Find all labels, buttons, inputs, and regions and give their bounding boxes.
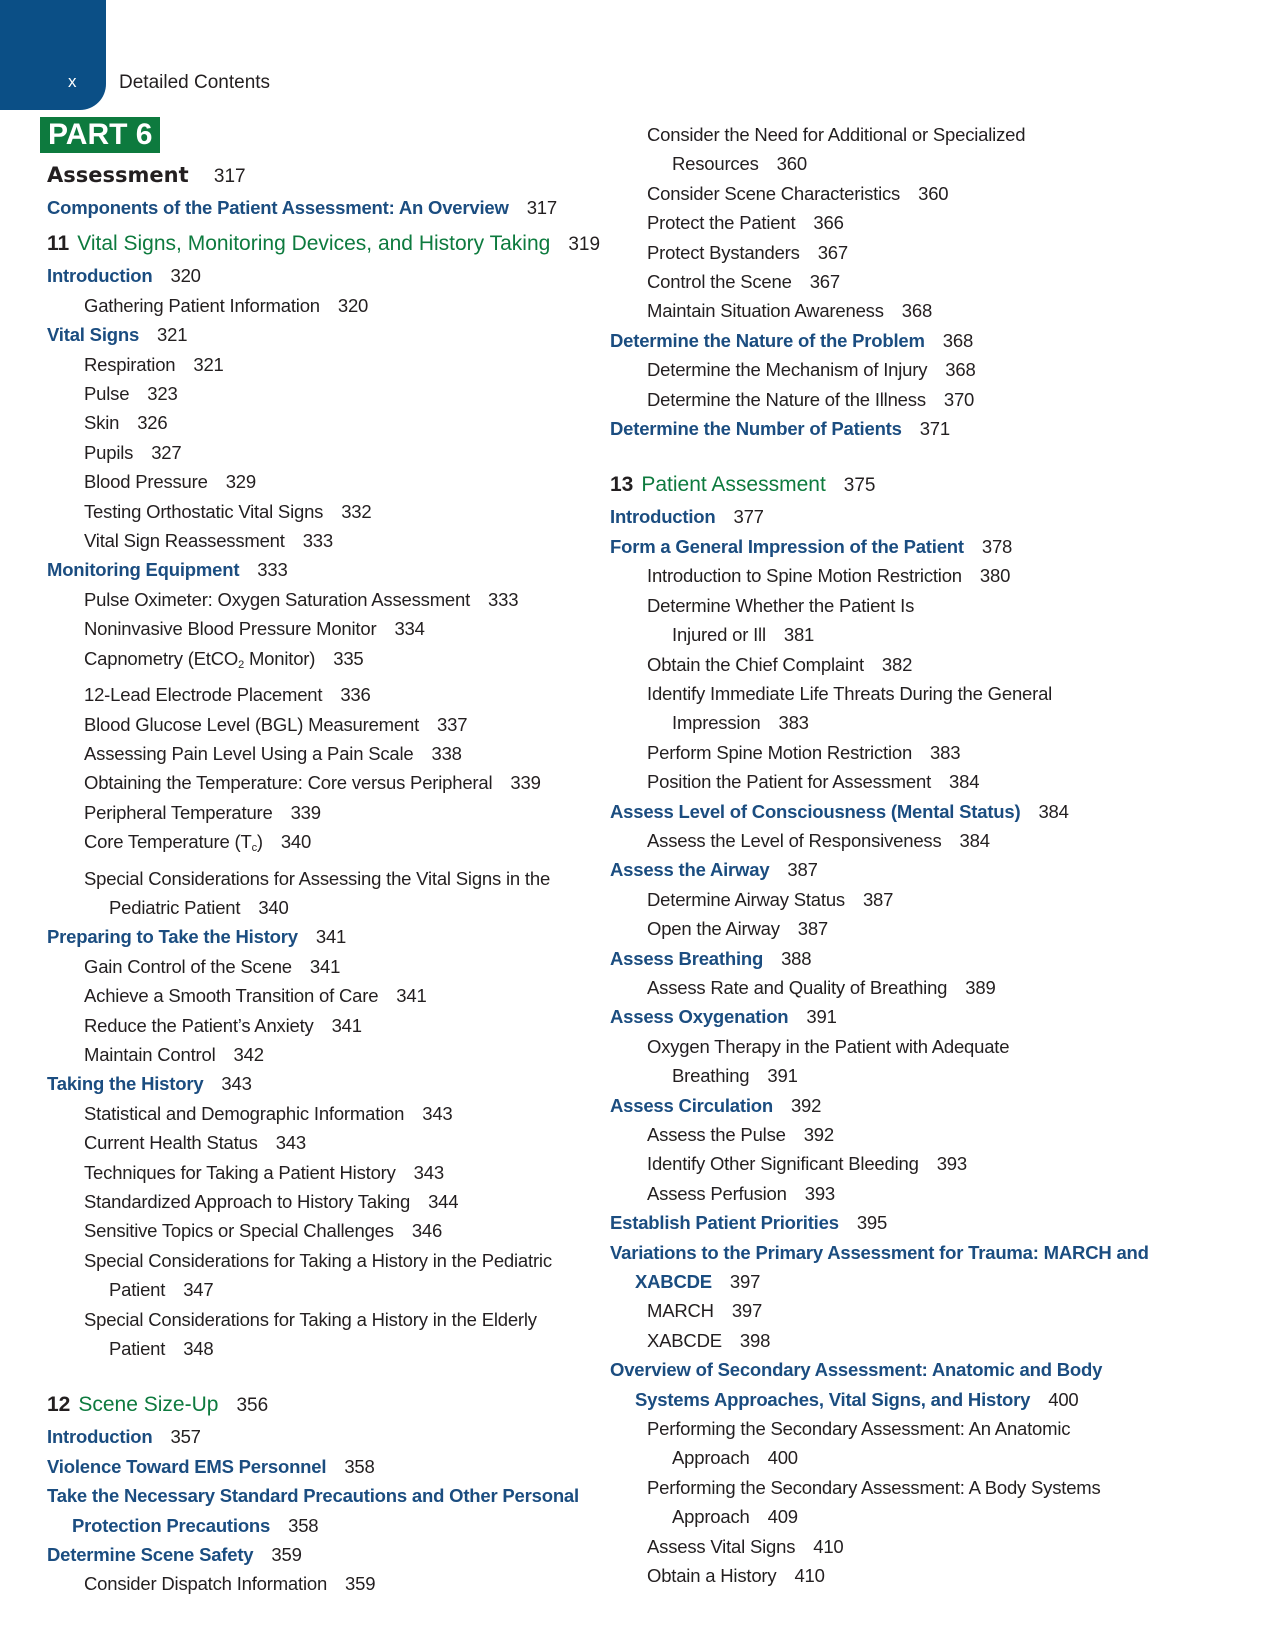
- toc-entry-label: Achieve a Smooth Transition of Care: [84, 985, 379, 1007]
- chapter-page: 319: [568, 234, 601, 256]
- toc-entry-page: 388: [781, 947, 812, 969]
- toc-entry[interactable]: [610, 738, 1190, 767]
- toc-entry-label: Assess Breathing: [610, 947, 764, 969]
- toc-entry[interactable]: [610, 767, 1190, 796]
- toc-entry-label: Assess Circulation: [610, 1094, 773, 1116]
- toc-entry[interactable]: [47, 291, 567, 320]
- toc-entry[interactable]: [610, 1149, 1190, 1178]
- toc-entry[interactable]: [47, 1069, 567, 1098]
- toc-entry-label: Vital Sign Reassessment: [84, 530, 285, 552]
- label-part: Core Temperature (T: [84, 831, 252, 853]
- toc-entry-label: Assess the Pulse: [647, 1124, 786, 1145]
- toc-entry-label: Sensitive Topics or Special Challenges: [84, 1220, 394, 1242]
- toc-entry-page: 340: [280, 831, 312, 853]
- toc-entry-page: 360: [776, 153, 807, 175]
- toc-entry-page: 397: [731, 1300, 763, 1322]
- toc-entry[interactable]: [610, 561, 1190, 590]
- toc-entry-label: Systems Approaches, Vital Signs, and History: [635, 1388, 1031, 1410]
- toc-entry-label: Consider the Need for Additional or Specialized: [647, 124, 1026, 145]
- toc-entry-page: 360: [918, 182, 949, 204]
- toc-entry[interactable]: [47, 1011, 567, 1040]
- toc-entry-label: Assess Rate and Quality of Breathing: [647, 976, 948, 998]
- toc-entry-label: Determine Whether the Patient Is: [647, 594, 915, 616]
- toc-entry-page: 333: [257, 559, 288, 581]
- toc-entry-label: Preparing to Take the History: [47, 926, 298, 948]
- toc-entry-page: 400: [1048, 1388, 1079, 1410]
- toc-entry-page: 327: [151, 441, 182, 463]
- toc-entry-label: Obtain the Chief Complaint: [647, 653, 864, 675]
- part-title-label: Assessment: [47, 163, 189, 187]
- toc-entry-label: Assess Perfusion: [647, 1182, 787, 1204]
- toc-entry[interactable]: [47, 680, 567, 709]
- toc-entry-continued[interactable]: [610, 1061, 1190, 1090]
- toc-entry[interactable]: [47, 408, 567, 437]
- toc-entry[interactable]: [610, 1208, 1190, 1237]
- toc-entry[interactable]: [610, 532, 1190, 561]
- toc-entry-page: 410: [813, 1535, 844, 1557]
- toc-entry-label: Form a General Impression of the Patient: [610, 535, 964, 557]
- chapter-11-heading[interactable]: [47, 228, 601, 261]
- toc-entry-page: 410: [794, 1565, 825, 1587]
- toc-entry-label: Consider Dispatch Information: [84, 1573, 328, 1595]
- toc-entry-label: [84, 648, 315, 669]
- toc-entry[interactable]: [610, 1002, 1190, 1031]
- toc-entry-page: 393: [936, 1153, 967, 1175]
- toc-entry-page: 384: [959, 829, 990, 851]
- toc-entry-page: 333: [302, 530, 333, 552]
- toc-entry[interactable]: [47, 350, 567, 379]
- toc-entry-page: 387: [862, 888, 894, 910]
- toc-entry-continued[interactable]: [47, 1511, 567, 1540]
- toc-entry-page: 366: [813, 212, 844, 234]
- toc-entry-page: 323: [147, 383, 178, 405]
- part-title-page: 317: [213, 166, 246, 187]
- toc-entry[interactable]: [47, 1305, 567, 1334]
- toc-entry-label: Obtain a History: [647, 1565, 777, 1587]
- toc-entry-page: 384: [1038, 800, 1069, 822]
- toc-entry[interactable]: [47, 261, 567, 290]
- toc-entry[interactable]: [610, 1355, 1190, 1384]
- toc-entry-page: 339: [510, 772, 541, 794]
- toc-entry-label: Approach: [672, 1506, 750, 1528]
- toc-entry-label: Statistical and Demographic Information: [84, 1102, 405, 1124]
- toc-entry-page: 348: [183, 1338, 214, 1360]
- toc-entry[interactable]: [47, 827, 567, 863]
- toc-entry-page: 321: [193, 353, 224, 375]
- toc-entry-label: Performing the Secondary Assessment: A Body Systems: [647, 1476, 1101, 1498]
- toc-entry[interactable]: [47, 1540, 567, 1569]
- toc-entry-page: 398: [739, 1329, 771, 1351]
- toc-entry-page: 380: [979, 565, 1011, 587]
- chapter-number: 11: [47, 232, 70, 256]
- toc-entry-page: 383: [778, 712, 809, 734]
- toc-entry[interactable]: [610, 914, 1190, 943]
- toc-entry-label: Take the Necessary Standard Precautions and Other Personal: [47, 1485, 579, 1507]
- toc-entry[interactable]: [47, 1422, 567, 1451]
- toc-entry-page: 397: [729, 1271, 761, 1293]
- toc-entry-label: Breathing: [672, 1065, 750, 1087]
- toc-entry-label: Special Considerations for Taking a History in the Elderly: [84, 1308, 537, 1330]
- toc-entry[interactable]: [610, 1532, 1190, 1561]
- toc-entry-label: Injured or Ill: [672, 624, 766, 646]
- toc-entry-page: 344: [428, 1191, 459, 1212]
- chapter-page: 356: [236, 1395, 269, 1417]
- toc-entry[interactable]: [47, 467, 567, 496]
- toc-entry-page: 341: [396, 985, 427, 1007]
- chapter-title: Scene Size-Up: [78, 1393, 219, 1417]
- toc-entry-label: [84, 831, 263, 855]
- toc-entry-label: Violence Toward EMS Personnel: [47, 1455, 327, 1477]
- toc-entry-continued[interactable]: [47, 1275, 567, 1304]
- toc-entry[interactable]: [47, 526, 567, 555]
- toc-entry[interactable]: [47, 798, 567, 827]
- toc-entry-label: Obtaining the Temperature: Core versus Peripheral: [84, 772, 493, 794]
- toc-entry[interactable]: [47, 1216, 567, 1245]
- toc-entry[interactable]: [47, 497, 567, 526]
- toc-entry[interactable]: [610, 1179, 1190, 1208]
- toc-entry-page: 332: [341, 500, 372, 522]
- toc-entry-label: Blood Glucose Level (BGL) Measurement: [84, 713, 420, 735]
- toc-entry-label: Respiration: [84, 353, 176, 375]
- toc-entry[interactable]: [610, 179, 1190, 208]
- toc-entry-label: Performing the Secondary Assessment: An Anatomic: [647, 1418, 1071, 1440]
- toc-entry-label: Taking the History: [47, 1073, 204, 1095]
- toc-entry-label: Special Considerations for Taking a History in the Pediatric: [84, 1249, 552, 1271]
- section-gap: [47, 1363, 567, 1383]
- toc-entry-continued[interactable]: [47, 893, 567, 922]
- toc-entry[interactable]: [610, 679, 1190, 708]
- toc-entry-page: 368: [945, 359, 976, 381]
- toc-entry-label: Introduction: [47, 265, 153, 287]
- toc-entry-label: Patient: [109, 1338, 166, 1360]
- toc-entry-page: 392: [790, 1094, 822, 1116]
- toc-entry-page: 346: [411, 1220, 443, 1242]
- toc-entry-label: XABCDE: [635, 1271, 712, 1293]
- toc-entry-continued[interactable]: [610, 1443, 1190, 1472]
- toc-entry-label: Maintain Situation Awareness: [647, 300, 884, 322]
- toc-entry[interactable]: [47, 952, 567, 981]
- chapter-title: Vital Signs, Monitoring Devices, and History Taking: [77, 232, 551, 256]
- toc-entry[interactable]: [610, 826, 1190, 855]
- toc-entry-label: XABCDE: [647, 1329, 722, 1351]
- toc-entry-page: 384: [949, 771, 980, 793]
- label-subscript: c: [251, 842, 257, 855]
- toc-entry[interactable]: [47, 555, 567, 584]
- toc-entry[interactable]: [47, 320, 567, 349]
- toc-entry-continued[interactable]: [610, 1385, 1190, 1414]
- part-title: [47, 157, 567, 193]
- label-part: Capnometry (EtCO: [84, 647, 239, 669]
- toc-entry-label: Assess Oxygenation: [610, 1006, 789, 1028]
- toc-entry-page: 359: [271, 1544, 302, 1566]
- toc-entry-label: Special Considerations for Assessing the Vital Signs in the: [84, 867, 551, 889]
- running-title: Detailed Contents: [119, 72, 271, 93]
- toc-entry-label: Open the Airway: [647, 918, 780, 940]
- toc-entry-label: Assess the Airway: [610, 859, 770, 881]
- toc-entry-label: Standardized Approach to History Taking: [84, 1191, 411, 1212]
- toc-entry-page: 391: [767, 1065, 798, 1087]
- toc-entry[interactable]: [610, 797, 1190, 826]
- toc-entry-page: 321: [157, 324, 188, 346]
- toc-entry[interactable]: [610, 885, 1190, 914]
- label-part: Monitor): [244, 647, 316, 669]
- toc-entry-label: Assess Level of Consciousness (Mental Status): [610, 800, 1021, 822]
- toc-entry-label: Pediatric Patient: [109, 896, 241, 918]
- toc-entry-page: 343: [275, 1132, 306, 1154]
- toc-entry-label: MARCH: [647, 1300, 714, 1322]
- toc-entry-label: Determine the Nature of the Illness: [647, 388, 926, 410]
- toc-entry[interactable]: [47, 1099, 567, 1128]
- toc-entry-page: 335: [333, 647, 364, 669]
- toc-entry[interactable]: [47, 379, 567, 408]
- toc-entry-page: 378: [981, 535, 1013, 557]
- toc-entry-label: Determine Scene Safety: [47, 1544, 254, 1566]
- toc-entry[interactable]: [610, 1120, 1190, 1149]
- toc-entry-label: Protect Bystanders: [647, 241, 800, 263]
- toc-entry-page: 400: [767, 1447, 798, 1469]
- toc-entry-label: Variations to the Primary Assessment for Trauma: MARCH and: [610, 1241, 1149, 1263]
- toc-entry-label: Blood Pressure: [84, 471, 208, 493]
- part-badge: PART 6: [40, 117, 160, 153]
- toc-entry-page: 320: [337, 294, 369, 316]
- right-column: [610, 120, 1190, 1591]
- toc-entry-page: 387: [797, 918, 829, 940]
- toc-entry-label: Position the Patient for Assessment: [647, 771, 932, 793]
- toc-entry-label: Determine the Nature of the Problem: [610, 329, 925, 351]
- toc-entry-page: 381: [783, 624, 815, 646]
- toc-entry-page: 341: [309, 955, 341, 977]
- toc-entry-continued[interactable]: [610, 1267, 1190, 1296]
- toc-entry-page: 334: [394, 618, 425, 640]
- toc-entry[interactable]: [610, 1032, 1190, 1061]
- toc-entry[interactable]: [610, 326, 1190, 355]
- toc-entry[interactable]: [610, 1326, 1190, 1355]
- toc-entry[interactable]: [610, 267, 1190, 296]
- toc-entry-label: Pulse Oximeter: Oxygen Saturation Assessment: [84, 588, 471, 610]
- toc-entry-label: Control the Scene: [647, 271, 792, 293]
- toc-entry-page: 393: [804, 1182, 836, 1204]
- toc-entry-page: 389: [965, 976, 996, 998]
- toc-entry-label: Assess Vital Signs: [647, 1535, 796, 1557]
- toc-entry-label: Components of the Patient Assessment: An Overview: [47, 197, 509, 218]
- toc-entry-page: 392: [803, 1124, 834, 1145]
- toc-entry-label: Peripheral Temperature: [84, 801, 273, 823]
- toc-entry-page: 382: [881, 653, 913, 675]
- toc-entry-label: Assessing Pain Level Using a Pain Scale: [84, 742, 414, 764]
- toc-entry[interactable]: [610, 855, 1190, 884]
- toc-entry[interactable]: [47, 1569, 567, 1598]
- toc-entry[interactable]: [47, 981, 567, 1010]
- toc-entry-label: Protect the Patient: [647, 212, 796, 234]
- label-part: ): [256, 831, 263, 853]
- toc-entry-label: Pulse: [84, 383, 130, 405]
- chapter-13-heading[interactable]: [610, 469, 1190, 502]
- toc-entry[interactable]: [610, 296, 1190, 325]
- chapter-12-heading[interactable]: [47, 1389, 567, 1422]
- toc-entry-continued[interactable]: [47, 1334, 567, 1363]
- toc-entry[interactable]: [47, 739, 567, 768]
- toc-entry-label: Introduction to Spine Motion Restriction: [647, 565, 962, 587]
- toc-entry[interactable]: [47, 710, 567, 739]
- toc-entry-page: 368: [942, 329, 974, 351]
- toc-entry-page: 358: [288, 1514, 319, 1536]
- toc-entry-page: 336: [340, 684, 371, 706]
- toc-entry[interactable]: [610, 973, 1190, 1002]
- toc-entry-page: 377: [733, 506, 764, 528]
- toc-entry-page: 391: [806, 1006, 837, 1028]
- toc-entry-label: Introduction: [610, 506, 716, 528]
- toc-entry-overview[interactable]: [47, 193, 567, 222]
- toc-entry-label: Determine the Number of Patients: [610, 418, 902, 440]
- toc-entry-label: Pupils: [84, 441, 134, 463]
- toc-entry-page: 326: [137, 412, 168, 434]
- toc-entry-page: 329: [225, 471, 256, 493]
- toc-entry-label: Protection Precautions: [72, 1514, 271, 1536]
- toc-entry[interactable]: [610, 208, 1190, 237]
- toc-entry[interactable]: [610, 1238, 1190, 1267]
- toc-entry-page: 409: [767, 1506, 798, 1528]
- toc-entry-page: 341: [331, 1014, 362, 1036]
- toc-entry-page: 342: [233, 1043, 264, 1065]
- toc-entry[interactable]: [610, 1091, 1190, 1120]
- toc-entry-page: 343: [413, 1161, 444, 1183]
- toc-entry[interactable]: [610, 355, 1190, 384]
- chapter-page: 375: [843, 475, 876, 497]
- toc-entry-page: 395: [856, 1212, 888, 1234]
- toc-entry[interactable]: [610, 385, 1190, 414]
- toc-entry[interactable]: [610, 414, 1190, 443]
- toc-entry-label: Noninvasive Blood Pressure Monitor: [84, 618, 377, 640]
- toc-entry[interactable]: [47, 1158, 567, 1187]
- toc-entry[interactable]: [47, 438, 567, 467]
- toc-entry-continued[interactable]: [610, 1502, 1190, 1531]
- section-gap: [610, 443, 1190, 463]
- toc-entry-page: 338: [431, 742, 462, 764]
- toc-entry-page: 317: [526, 197, 557, 218]
- toc-entry[interactable]: [610, 1561, 1190, 1590]
- toc-entry[interactable]: [47, 1128, 567, 1157]
- toc-entry-label: Oxygen Therapy in the Patient with Adequate: [647, 1035, 1010, 1057]
- toc-entry-label: Monitoring Equipment: [47, 559, 240, 581]
- toc-entry-label: Determine the Mechanism of Injury: [647, 359, 928, 381]
- toc-entry-page: 347: [183, 1279, 214, 1301]
- toc-entry[interactable]: [610, 120, 1190, 149]
- toc-entry[interactable]: [610, 650, 1190, 679]
- toc-entry-page: 343: [221, 1073, 252, 1095]
- toc-entry-page: 370: [943, 388, 975, 410]
- toc-entry-page: 387: [787, 859, 818, 881]
- toc-entry-continued[interactable]: [610, 708, 1190, 737]
- toc-entry-label: Approach: [672, 1447, 750, 1469]
- toc-entry[interactable]: [610, 591, 1190, 620]
- chapter-number: 13: [610, 473, 634, 497]
- toc-entry-label: Perform Spine Motion Restriction: [647, 741, 913, 763]
- toc-entry[interactable]: [610, 238, 1190, 267]
- toc-entry-page: 383: [930, 741, 961, 763]
- toc-entry-label: Determine Airway Status: [647, 888, 845, 910]
- toc-entry-label: Gain Control of the Scene: [84, 955, 292, 977]
- toc-entry-page: 357: [170, 1426, 201, 1448]
- toc-entry-page: 337: [437, 713, 468, 735]
- toc-entry-continued[interactable]: [610, 620, 1190, 649]
- toc-entry[interactable]: [610, 502, 1190, 531]
- toc-entry-label: Testing Orthostatic Vital Signs: [84, 500, 324, 522]
- toc-entry-label: Establish Patient Priorities: [610, 1212, 839, 1234]
- toc-entry-label: Impression: [672, 712, 761, 734]
- toc-entry-page: 341: [315, 926, 347, 948]
- toc-entry-page: 368: [901, 300, 933, 322]
- toc-entry-label: Patient: [109, 1279, 166, 1301]
- toc-entry[interactable]: [47, 1452, 567, 1481]
- toc-entry[interactable]: [47, 614, 567, 643]
- toc-entry-page: 367: [817, 241, 848, 263]
- toc-entry-label: Assess the Level of Responsiveness: [647, 829, 942, 851]
- toc-entry[interactable]: [610, 944, 1190, 973]
- toc-entry[interactable]: [610, 1414, 1190, 1443]
- toc-entry-label: 12-Lead Electrode Placement: [84, 684, 323, 706]
- toc-entry[interactable]: [47, 768, 567, 797]
- toc-entry-label: Resources: [672, 153, 759, 175]
- toc-entry-label: Current Health Status: [84, 1132, 258, 1154]
- toc-entry[interactable]: [47, 1187, 567, 1216]
- toc-entry[interactable]: [47, 922, 567, 951]
- toc-entry-page: 371: [919, 418, 950, 440]
- toc-entry-page: 333: [488, 588, 519, 610]
- toc-entry-label: Consider Scene Characteristics: [647, 182, 901, 204]
- toc-entry-page: 340: [258, 896, 289, 918]
- toc-entry-page: 359: [345, 1573, 376, 1595]
- toc-entry-label: Overview of Secondary Assessment: Anatomic and Body: [610, 1359, 1103, 1381]
- toc-entry-page: 320: [170, 265, 201, 287]
- toc-entry[interactable]: [47, 864, 567, 893]
- toc-entry-label: Vital Signs: [47, 324, 140, 346]
- toc-entry-page: 358: [344, 1455, 375, 1477]
- left-column: [47, 117, 601, 1599]
- toc-entry-label: Maintain Control: [84, 1043, 216, 1065]
- toc-entry-page: 367: [809, 271, 840, 293]
- toc-entry-label: Skin: [84, 412, 120, 434]
- chapter-title: Patient Assessment: [641, 473, 826, 497]
- toc-entry-label: Reduce the Patient’s Anxiety: [84, 1014, 314, 1036]
- chapter-number: 12: [47, 1393, 71, 1417]
- toc-entry[interactable]: [47, 1481, 579, 1510]
- toc-entry[interactable]: [47, 644, 567, 680]
- toc-entry-label: Introduction: [47, 1426, 153, 1448]
- label-subscript: 2: [238, 658, 245, 671]
- page-number: x: [68, 72, 77, 91]
- toc-entry-page: 343: [422, 1102, 453, 1124]
- toc-entry[interactable]: [47, 585, 567, 614]
- toc-entry-label: Identify Other Significant Bleeding: [647, 1153, 919, 1175]
- toc-entry-page: 339: [290, 801, 321, 823]
- toc-entry-label: Identify Immediate Life Threats During the General: [647, 682, 1053, 704]
- toc-entry[interactable]: [610, 1296, 1190, 1325]
- toc-entry[interactable]: [47, 1040, 567, 1069]
- toc-entry[interactable]: [47, 1246, 567, 1275]
- toc-entry-label: Gathering Patient Information: [84, 294, 320, 316]
- page-tab: [0, 0, 106, 110]
- toc-entry-label: Techniques for Taking a Patient History: [84, 1161, 396, 1183]
- toc-entry[interactable]: [610, 1473, 1190, 1502]
- toc-entry-continued[interactable]: [610, 149, 1190, 178]
